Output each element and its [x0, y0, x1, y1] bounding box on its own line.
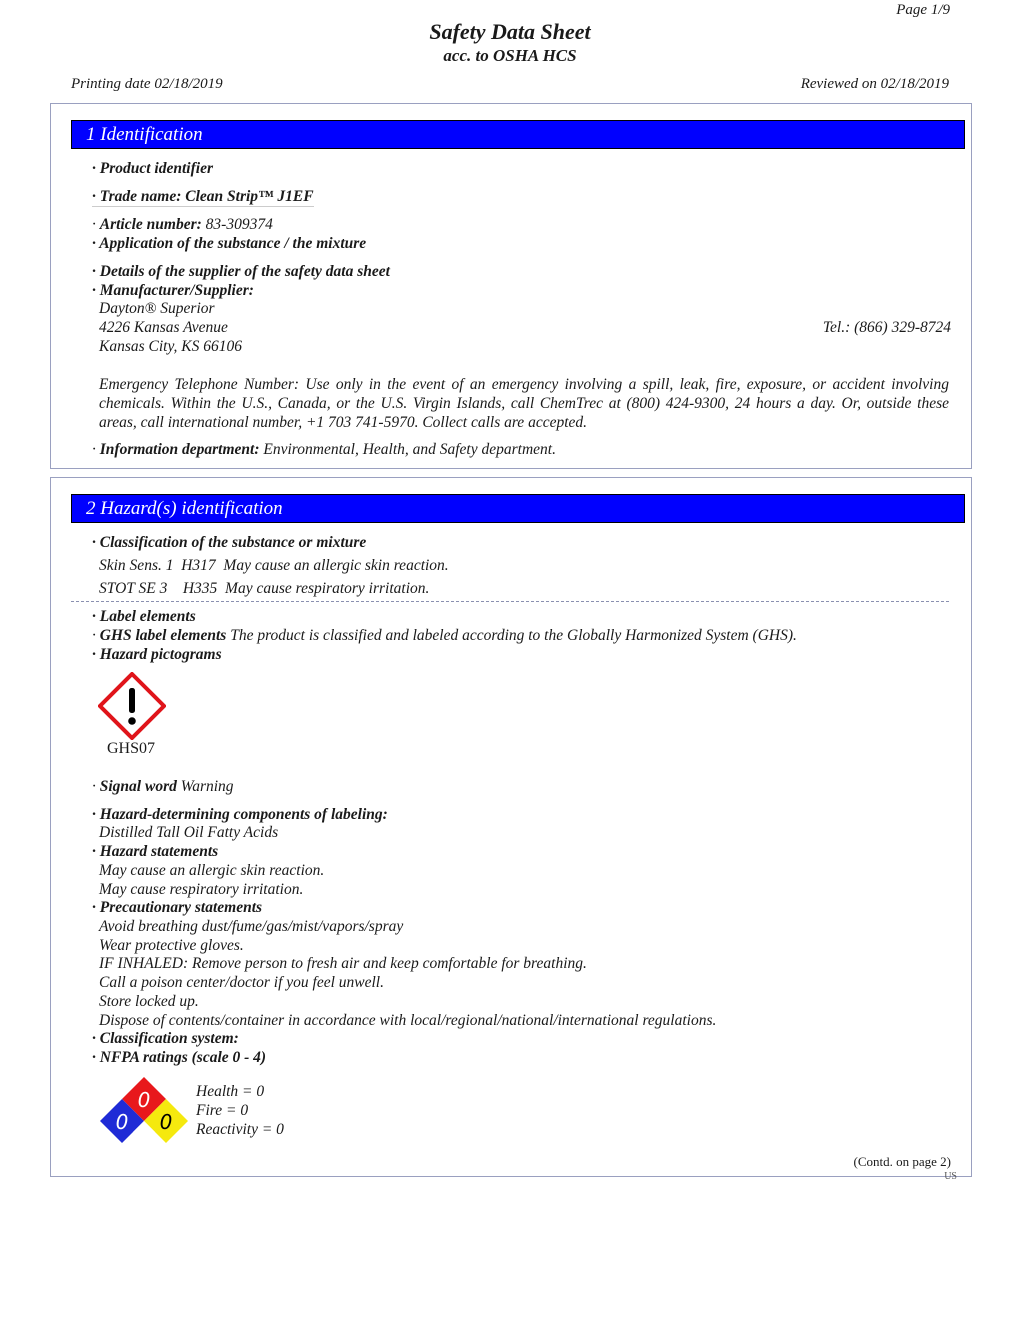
ghs-label-elements: · GHS label elements The product is classified and labeled according to the Globally Harmonized System (GHS). — [92, 627, 797, 644]
product-identifier-label: · Product identifier — [92, 160, 213, 177]
document-title: Safety Data Sheet — [429, 19, 591, 44]
emergency-telephone: Emergency Telephone Number: Use only in the event of an emergency involving a spill, leak, fire, exposure, or accident involving chemicals. Within the U.S., Canada, or the U.S. Virgin Islands, call ChemTrec at (800) 424-9300, 24 hours a day. Or, outside these areas, call international number, +1 703 741-5970. Collect calls are accepted. — [99, 376, 949, 431]
trade-name: · Trade name: Clean Strip™ J1EF — [92, 188, 314, 205]
hazard-pictograms-heading: · Hazard pictograms — [92, 646, 222, 663]
nfpa-reactivity-value: 0 — [159, 1110, 173, 1134]
section-2-header: 2 Hazard(s) identification — [71, 494, 965, 523]
section-1-header: 1 Identification — [71, 120, 965, 149]
precautionary-statement: Wear protective gloves. — [99, 937, 244, 954]
label-elements-heading: · Label elements — [92, 608, 196, 625]
precautionary-heading: · Precautionary statements — [92, 899, 263, 916]
nfpa-health-value: 0 — [115, 1110, 129, 1134]
street-address: 4226 Kansas Avenue — [99, 319, 228, 336]
reviewed-date: Reviewed on 02/18/2019 — [800, 76, 949, 92]
classification-heading: · Classification of the substance or mixture — [92, 534, 367, 551]
precautionary-statement: Store locked up. — [99, 993, 199, 1010]
hazard-statement: May cause an allergic skin reaction. — [99, 862, 325, 879]
information-department: · Information department: Environmental, Health, and Safety department. — [92, 441, 556, 458]
city-address: Kansas City, KS 66106 — [99, 338, 242, 355]
section-2-hazard-identification — [50, 477, 972, 1182]
signal-word: · Signal word Warning — [92, 778, 234, 795]
precautionary-statement: Avoid breathing dust/fume/gas/mist/vapors/spray — [99, 918, 404, 935]
nfpa-heading: · NFPA ratings (scale 0 - 4) — [92, 1049, 267, 1066]
pictogram-code: GHS07 — [107, 740, 156, 757]
hazard-statements-heading: · Hazard statements — [92, 843, 219, 860]
nfpa-diamond-icon — [98, 1075, 190, 1143]
manufacturer-label: · Manufacturer/Supplier: — [92, 282, 254, 299]
page-number: Page 1/9 — [896, 2, 950, 18]
classification-system-heading: · Classification system: — [92, 1030, 239, 1047]
precautionary-statement: Call a poison center/doctor if you feel unwell. — [99, 974, 384, 991]
document-subtitle: acc. to OSHA HCS — [443, 46, 577, 65]
continued-note: (Contd. on page 2) — [853, 1154, 951, 1169]
exclamation-mark-diamond-icon — [98, 672, 166, 740]
nfpa-fire-value: 0 — [137, 1088, 151, 1112]
application-label: · Application of the substance / the mixture — [92, 235, 367, 252]
precautionary-statement: Dispose of contents/container in accordance with local/regional/national/international regulations. — [99, 1012, 717, 1029]
section-1-identification — [50, 103, 972, 469]
article-number: · Article number: 83-309374 — [92, 216, 273, 233]
company-name: Dayton® Superior — [99, 300, 215, 317]
divider — [71, 601, 949, 602]
hazard-components-heading: · Hazard-determining components of labeling: — [92, 806, 388, 823]
nfpa-fire-text: Fire = 0 — [196, 1102, 249, 1119]
classification-row: Skin Sens. 1 H317 May cause an allergic skin reaction. — [99, 557, 449, 574]
precautionary-statement: IF INHALED: Remove person to fresh air and keep comfortable for breathing. — [99, 955, 587, 972]
classification-row: STOT SE 3 H335 May cause respiratory irritation. — [99, 580, 430, 597]
nfpa-health-text: Health = 0 — [196, 1083, 265, 1100]
region-code: US — [944, 1171, 957, 1182]
hazard-statement: May cause respiratory irritation. — [99, 881, 304, 898]
supplier-details-label: · Details of the supplier of the safety data sheet — [92, 263, 390, 280]
telephone: Tel.: (866) 329-8724 — [822, 319, 951, 336]
printing-date: Printing date 02/18/2019 — [71, 76, 223, 92]
hazard-component: Distilled Tall Oil Fatty Acids — [99, 824, 279, 841]
nfpa-reactivity-text: Reactivity = 0 — [196, 1121, 284, 1138]
